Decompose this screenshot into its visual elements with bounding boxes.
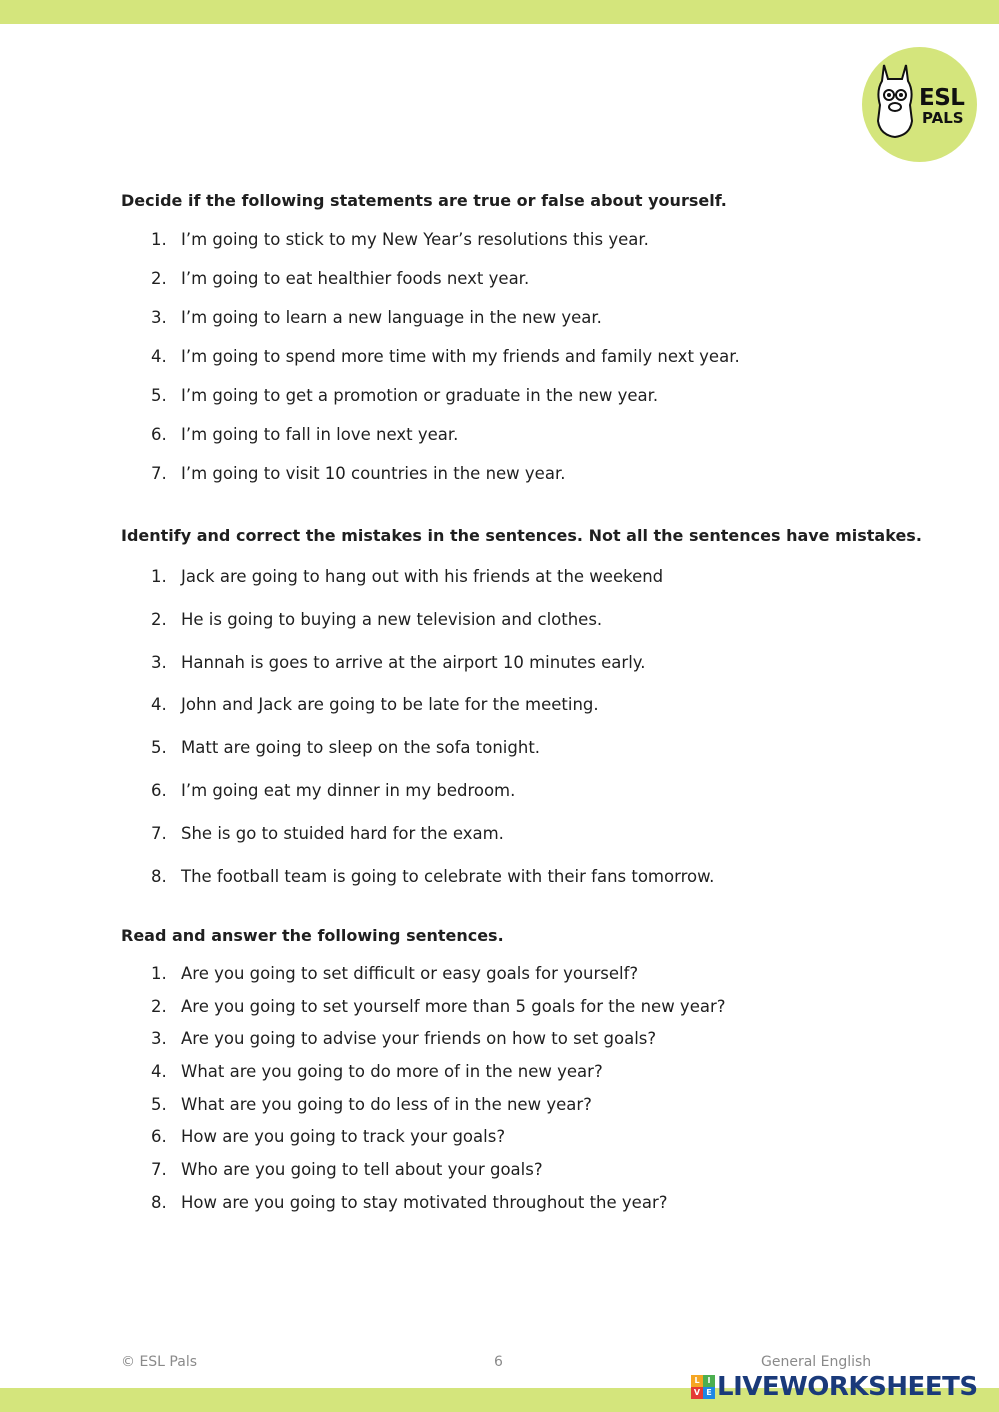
- footer-page-number: 6: [494, 1354, 503, 1370]
- section-3-heading: Read and answer the following sentences.: [121, 926, 504, 945]
- logo-text-esl: ESL: [919, 85, 965, 111]
- llama-icon: [870, 61, 920, 141]
- liveworksheets-text: LIVEWORKSHEETS: [717, 1372, 978, 1402]
- footer-category: General English: [761, 1354, 872, 1370]
- section-1-heading: Decide if the following statements are true or false about yourself.: [121, 191, 727, 210]
- section-2-heading: Identify and correct the mistakes in the sentences. Not all the sentences have mistakes.: [121, 526, 922, 545]
- footer-copyright: © ESL Pals: [121, 1354, 198, 1370]
- liveworksheets-badge-icon: L I V E: [691, 1375, 715, 1399]
- logo-text-pals: PALS: [922, 109, 964, 127]
- liveworksheets-watermark[interactable]: [691, 1372, 978, 1402]
- top-accent-band: [0, 0, 999, 24]
- esl-pals-logo: [862, 47, 977, 162]
